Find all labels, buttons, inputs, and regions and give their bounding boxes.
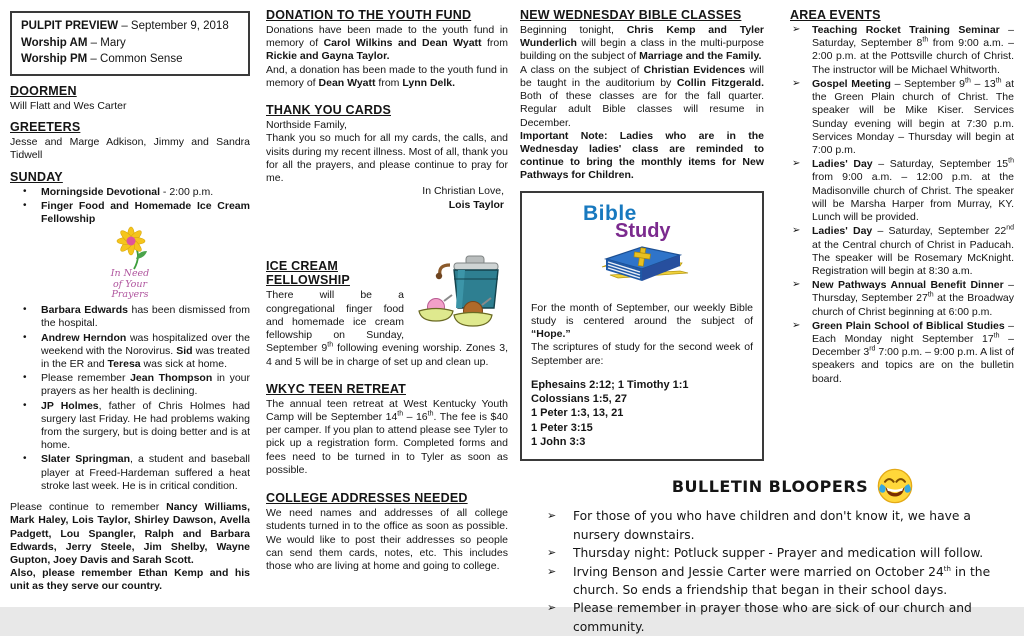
bible-classes-section [520, 8, 764, 183]
greeters-heading: GREETERS [10, 120, 81, 135]
worship-am-line: Worship AM – Mary [21, 36, 126, 49]
college-section [266, 491, 508, 573]
bullet-icon: • [23, 331, 27, 343]
bible-study-box [520, 191, 764, 462]
list-item-text: Andrew Herndon was hospitalized over the weekend with the Norovirus. Sid was treated in the ER and Teresa was sick at home. [41, 331, 250, 370]
ice-cream-body: There will be a congregational finger food and homemade ice cream fellowship on Sunday, September 9th following evening worship. Zones 3, 4 and 5 will be in charge of set up and clean up. [266, 289, 508, 368]
prayer-list-paragraphs [10, 501, 250, 594]
list-item-text: Finger Food and Homemade Ice Cream Fellowship [41, 199, 250, 226]
right-region [520, 8, 1015, 634]
bible-book-clipart [531, 241, 753, 294]
donation-p2: And, a donation has been made to the youth fund in memory of Dean Wyatt from Lynn Delk. [266, 63, 508, 89]
list-item [10, 400, 250, 453]
arrow-bullet-icon: ➢ [792, 77, 801, 89]
bible-classes-heading: NEW WEDNESDAY BIBLE CLASSES [520, 8, 742, 22]
right-columns-row [520, 8, 1014, 461]
list-item [10, 304, 250, 330]
bullet-icon: • [23, 185, 27, 197]
arrow-bullet-icon: ➢ [792, 279, 801, 291]
event-item [790, 279, 1014, 319]
arrow-bullet-icon: ➢ [792, 225, 801, 237]
list-item [10, 186, 250, 199]
prayer-flower-icon [107, 228, 153, 270]
college-body: We need names and addresses of all college students turned in to the office as soon as possible. We would like to post their addresses so people can send them cards, notes, etc. This includes those who are living at home and going to college. [266, 507, 508, 572]
event-text: Ladies' Day – Saturday, September 22nd at the Central church of Christ in Paducah. The speaker will be Rosemary McKnight. Registration will begin at 8:30 a.m. [812, 224, 1014, 277]
sunday-section [10, 170, 250, 493]
bible-classes-note: Important Note: Ladies who are in the Wednesday ladies' class are reminded to continue to bring the monthly items for New Pathways for Children. [520, 129, 764, 182]
bloopers-title: BULLETIN BLOOPERS [671, 476, 869, 496]
list-item-text: JP Holmes, father of Chris Holmes had surgery last Friday. He had problems waking from the surgery, but is doing better and is at home. [41, 399, 251, 452]
scripture-line: Ephesains 2:12; 1 Timothy 1:1 [531, 378, 689, 391]
greeters-body: Jesse and Marge Adkison, Jimmy and Sandra Tidwell [10, 136, 250, 162]
arrow-bullet-icon: ➢ [547, 509, 557, 523]
blooper-text: For those of you who have children and don't know it, we have a nursery downstairs. [573, 509, 971, 542]
wordart-bible: Bible [583, 201, 637, 225]
donation-heading: DONATION TO THE YOUTH FUND [266, 8, 472, 22]
ice-cream-churn-clipart [410, 255, 508, 334]
ice-cream-section [266, 259, 508, 368]
prayer-list-text: Please continue to remember Nancy Williams, Mark Haley, Lois Taylor, Shirley Dawson, Avella Padgett, Lou Spangler, Ralph and Barbara Edwards, Jerry Steele, Jim Shelby, Wayne Gupton, Joey Davis and Sarah Scott. [10, 501, 250, 567]
scripture-line: 1 John 3:3 [531, 435, 586, 448]
bulletin-bloopers-section [520, 467, 1014, 636]
scripture-line: 1 Peter 3:15 [531, 421, 593, 434]
flower-caption-line: In Need [110, 268, 150, 280]
arrow-bullet-icon: ➢ [792, 319, 801, 331]
thank-you-body: Thank you so much for all my cards, the calls, and visits during my recent illness. Most of all, thank you for all the prayers, and please continue to pray for me. [266, 132, 508, 184]
event-item [790, 320, 1014, 386]
doormen-heading: DOORMEN [10, 84, 77, 99]
bullet-icon: • [23, 372, 27, 384]
bullet-icon: • [23, 199, 27, 211]
column-4 [790, 8, 1014, 461]
wkyc-body: The annual teen retreat at West Kentucky Youth Camp will be September 14th – 16th. The fee is $40 per camper. If you plan to attend please see Tyler to pick up a registration form. Completed forms and fees need to be turned in to Tyler as soon as possible. [266, 397, 508, 476]
doormen-body: Will Flatt and Wes Carter [10, 100, 127, 113]
blooper-text: Irving Benson and Jessie Carter were married on October 24th in the church. So ends a friendship that began in their school days. [573, 564, 991, 597]
list-item-text: Slater Springman, a student and baseball player at Freed-Hardeman suffered a heat stroke last week. He is in critical condition. [41, 453, 250, 492]
list-item [10, 200, 250, 226]
event-text: Gospel Meeting – September 9th – 13th at the Green Plain church of Christ. The speaker will be Mike Kiser. Services Sunday evening will begin at 7:30 p.m. Services Monday – Thursday will begin at 7:00 p.m. [812, 77, 1014, 156]
flower-caption-line: Prayers [111, 288, 149, 300]
thank-you-salutation: Northside Family, [266, 119, 347, 132]
list-item [10, 372, 250, 398]
column-2 [266, 8, 508, 603]
pulpit-preview-line: PULPIT PREVIEW – September 9, 2018 [21, 20, 229, 32]
scripture-list [531, 378, 753, 449]
arrow-bullet-icon: ➢ [792, 24, 801, 35]
wordart-study: Study [615, 219, 671, 242]
prayer-flower-clipart [10, 228, 250, 300]
bullet-icon: • [23, 304, 27, 316]
college-heading: COLLEGE ADDRESSES NEEDED [266, 491, 468, 506]
donation-section [266, 8, 508, 90]
blooper-item [542, 507, 1014, 544]
ethan-kemp-text: Also, please remember Ethan Kemp and his unit as they serve our country. [10, 567, 250, 593]
event-item [790, 158, 1014, 224]
bullet-icon: • [23, 399, 27, 411]
signoff-name: Lois Taylor [448, 198, 504, 211]
column-1 [10, 8, 250, 603]
sunday-list-top [10, 186, 250, 227]
list-item-text: Morningside Devotional - 2:00 p.m. [41, 185, 214, 198]
signoff-line: In Christian Love, [422, 185, 504, 198]
scripture-line: 1 Peter 1:3, 13, 21 [531, 407, 624, 420]
laughing-emoji-icon [876, 467, 914, 505]
flower-caption [10, 269, 250, 300]
ice-cream-heading: ICE CREAM FELLOWSHIP [266, 259, 350, 288]
column-3 [520, 8, 764, 461]
arrow-bullet-icon: ➢ [547, 564, 557, 578]
bible-book-icon [590, 241, 694, 289]
thank-you-section [266, 103, 508, 212]
arrow-bullet-icon: ➢ [547, 546, 557, 560]
blooper-item [542, 563, 1014, 600]
sunday-list-bottom [10, 304, 250, 493]
event-text: Green Plain School of Biblical Studies – Each Monday night September 17th – December 3rd 7:00 p.m. – 9:00 p.m. A list of speakers and topics are on the bulletin board. [812, 319, 1014, 385]
arrow-bullet-icon: ➢ [547, 601, 557, 615]
blooper-text: Thursday night: Potluck supper - Prayer and medication will follow. [573, 546, 984, 561]
list-item-text: Please remember Jean Thompson in your prayers as her health is declining. [41, 372, 250, 398]
wkyc-section [266, 382, 508, 477]
blooper-text: Please remember in prayer those who are sick of our church and community. [573, 601, 972, 634]
thank-you-heading: THANK YOU CARDS [266, 103, 391, 118]
bible-box-p2: The scriptures of study for the second week of September are: [531, 341, 753, 367]
pulpit-preview-box [10, 11, 250, 76]
bible-classes-p2: A class on the subject of Christian Evidences will be taught in the auditorium by Collin Fitzgerald. Both of these classes are for the fall quarter. Regular adult Bible classes will resume in December. [520, 63, 765, 129]
greeters-section [10, 120, 250, 162]
event-item [790, 225, 1014, 278]
blooper-item [542, 544, 1014, 562]
list-item-text: Barbara Edwards has been dismissed from the hospital. [41, 304, 250, 330]
thank-you-signoff [266, 185, 508, 212]
ice-cream-churn-icon [410, 255, 508, 329]
worship-pm-line: Worship PM – Common Sense [21, 53, 183, 66]
blooper-item [542, 599, 1014, 636]
donation-p1: Donations have been made to the youth fund in memory of Carol Wilkins and Dean Wyatt from Rickie and Gayna Taylor. [266, 24, 508, 63]
area-events-heading: AREA EVENTS [790, 8, 881, 22]
bloopers-list [542, 507, 1014, 636]
bloopers-header [572, 467, 1014, 505]
scripture-line: Colossians 1:5, 27 [531, 393, 627, 406]
event-item [790, 24, 1014, 77]
list-item [10, 453, 250, 493]
sunday-heading: SUNDAY [10, 169, 63, 184]
area-events-list [790, 24, 1014, 386]
event-item [790, 78, 1014, 157]
event-text: Teaching Rocket Training Seminar – Saturday, September 8th from 9:00 a.m. – 2:00 p.m. at the Pottsville church of Christ. The instructor will be Michael Whitworth. [812, 24, 1015, 76]
bible-classes-p1: Beginning tonight, Chris Kemp and Tyler Wunderlich will begin a class in the multi-purpose building on the subject of Marriage and the Family. [520, 24, 765, 63]
bible-study-wordart [531, 203, 753, 241]
list-item [10, 332, 250, 372]
bible-box-p1: For the month of September, our weekly Bible study is centered around the subject of “Hope.” [531, 301, 753, 341]
doormen-section [10, 84, 250, 113]
event-text: Ladies' Day – Saturday, September 15th from 9:00 a.m. – 12:00 p.m. at the Madisonville church of Christ. The speaker will be Marsha Harper from Murray, KY. Lunch will be provided. [812, 157, 1014, 224]
arrow-bullet-icon: ➢ [792, 158, 801, 170]
area-events-section [790, 8, 1014, 386]
event-text: New Pathways Annual Benefit Dinner – Thursday, September 27th at the Broadway church of Christ beginning at 6:00 p.m. [812, 279, 1014, 318]
bullet-icon: • [23, 453, 27, 465]
flower-caption-line: of Your [112, 278, 148, 290]
wkyc-heading: WKYC TEEN RETREAT [266, 381, 406, 396]
